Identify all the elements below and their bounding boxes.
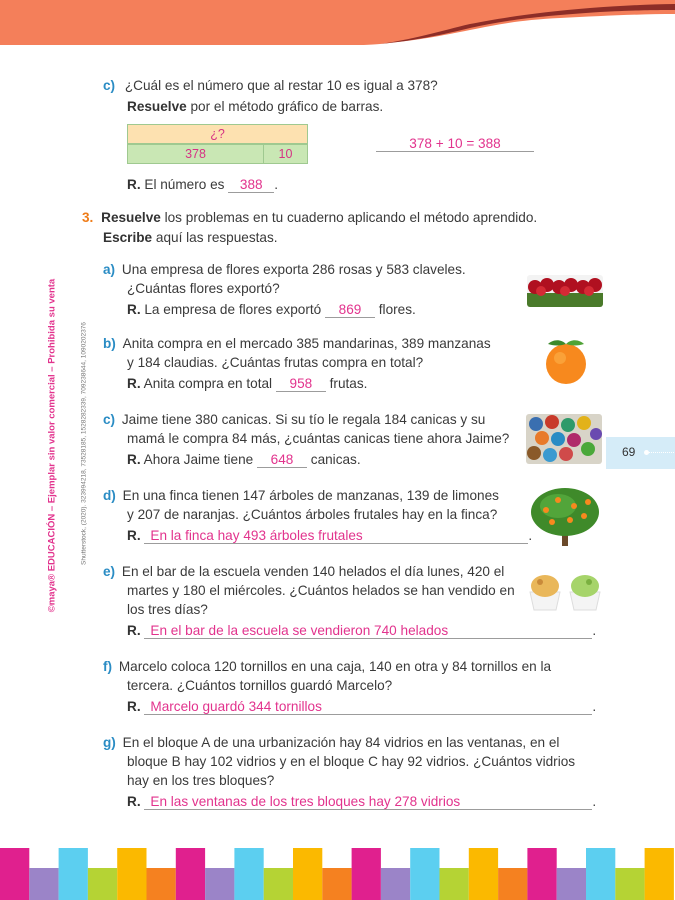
- item-c-top-answer: [127, 175, 278, 194]
- answer-tail: canicas.: [310, 452, 361, 467]
- answer-value: 388: [228, 177, 274, 193]
- instruction-text: por el método gráfico de barras.: [186, 99, 384, 114]
- answer-value: En el bar de la escuela se vendieron 740 helados: [144, 623, 592, 639]
- bar-diagram-part-10: [263, 144, 308, 164]
- stripe-bar: [293, 848, 322, 900]
- stripe-bar: [117, 848, 146, 900]
- stripe-bar: [527, 848, 556, 900]
- copyright-text: ©maya® EDUCACIÓN – Ejemplar sin valor comercial – Prohibida su venta: [46, 278, 58, 613]
- operation-line: [376, 134, 534, 153]
- item-c: [103, 410, 533, 469]
- question-line-2: tercera. ¿Cuántos tornillos guardó Marcelo?: [127, 678, 393, 693]
- problem-text-1: los problemas en tu cuaderno aplicando el método aprendido.: [160, 210, 538, 225]
- answer-lead: Anita compra en total: [143, 376, 273, 391]
- item-label: e): [103, 564, 116, 579]
- problem-number: 3.: [82, 210, 94, 225]
- dotted-line-decoration: [646, 452, 674, 453]
- page-number: 69: [622, 445, 636, 459]
- question-text: ¿Cuál es el número que al restar 10 es igual a 378?: [124, 78, 438, 93]
- answer-line: [103, 374, 523, 393]
- answer-prefix: R.: [127, 699, 141, 714]
- item-label: c): [103, 412, 116, 427]
- bottom-color-stripes: [0, 844, 675, 900]
- question-line-1: En el bloque A de una urbanización hay 84 vidrios en las ventanas, en el: [122, 735, 560, 750]
- answer-period: .: [592, 699, 597, 714]
- item-label: f): [103, 659, 113, 674]
- item-label: c): [103, 78, 116, 93]
- answer-lead: El número es: [144, 177, 225, 192]
- answer-value: En las ventanas de los tres bloques hay 278 vidrios: [144, 794, 592, 810]
- stripe-bar: [352, 848, 381, 900]
- stripe-bar: [264, 868, 293, 900]
- stripe-bar: [29, 868, 58, 900]
- stripe-bar: [410, 848, 439, 900]
- question-line-3: los tres días?: [127, 602, 208, 617]
- answer-value: Marcelo guardó 344 tornillos: [144, 699, 592, 715]
- question-line-3: hay en los tres bloques?: [127, 773, 275, 788]
- answer-prefix: R.: [127, 623, 141, 638]
- stripe-bar: [59, 848, 88, 900]
- side-copyright-block: [22, 270, 88, 630]
- answer-value: 648: [257, 452, 307, 468]
- question-line-2: y 207 de naranjas. ¿Cuántos árboles frutales hay en la finca?: [127, 507, 498, 522]
- stripe-bar: [0, 848, 29, 900]
- answer-prefix: R.: [127, 177, 141, 192]
- stripe-bar: [147, 868, 176, 900]
- question-line-1: En el bar de la escuela venden 140 helados el día lunes, 420 el: [121, 564, 505, 579]
- answer-prefix: R.: [127, 794, 141, 809]
- answer-value: En la finca hay 493 árboles frutales: [144, 528, 528, 544]
- question-line-1: En una finca tienen 147 árboles de manzanas, 139 de limones: [122, 488, 499, 503]
- orange-tree-image: [528, 484, 602, 548]
- stripe-bar: [615, 868, 644, 900]
- answer-period: .: [274, 177, 279, 192]
- image-credits-text: Shutterstock, (2020). 323994218, 73528185, 1528282339, 709238644, 1090202376: [80, 322, 88, 565]
- item-g: [103, 733, 603, 811]
- header-wave-banner: [0, 0, 675, 45]
- stripe-bar: [88, 868, 117, 900]
- stripe-bar: [469, 848, 498, 900]
- problem-verb-1: Resuelve: [101, 210, 161, 225]
- answer-prefix: R.: [127, 376, 141, 391]
- answer-line: [103, 526, 533, 545]
- question-line-1: Marcelo coloca 120 tornillos en una caja, 140 en otra y 84 tornillos en la: [118, 659, 552, 674]
- roses-image: [527, 275, 603, 307]
- answer-period: .: [592, 623, 597, 638]
- answer-prefix: R.: [127, 452, 141, 467]
- problem-3-instructions-line2: [103, 228, 278, 247]
- question-line-2: mamá le compra 84 más, ¿cuántas canicas tiene ahora Jaime?: [127, 431, 510, 446]
- bar-diagram-top: [127, 124, 308, 144]
- item-f: [103, 657, 603, 716]
- problem-text-2: aquí las respuestas.: [152, 230, 278, 245]
- instruction-verb: Resuelve: [127, 99, 187, 114]
- stripe-bar: [322, 868, 351, 900]
- question-line-2: bloque B hay 102 vidrios y en el bloque C hay 92 vidrios. ¿Cuántos vidrios: [127, 754, 576, 769]
- stripe-bar: [586, 848, 615, 900]
- operation-answer: 378 + 10 = 388: [376, 136, 534, 152]
- question-line-2: martes y 180 el miércoles. ¿Cuántos helados se han vendido en: [127, 583, 515, 598]
- stripe-bar: [176, 848, 205, 900]
- dot-decoration: [644, 450, 649, 455]
- problem-3-instructions: [82, 208, 582, 227]
- answer-period: .: [528, 528, 533, 543]
- stripe-bar: [557, 868, 586, 900]
- bar-value-10: 10: [278, 147, 293, 161]
- item-a: [103, 260, 523, 319]
- ice-cream-cups-image: [526, 570, 606, 612]
- item-label: d): [103, 488, 116, 503]
- answer-prefix: R.: [127, 302, 141, 317]
- item-label: b): [103, 336, 116, 351]
- bar-diagram-part-378: [127, 144, 264, 164]
- item-c-top: [103, 76, 583, 95]
- question-line-1: Jaime tiene 380 canicas. Si su tío le regala 184 canicas y su: [121, 412, 486, 427]
- bar-value-378: 378: [185, 147, 206, 161]
- answer-tail: flores.: [378, 302, 416, 317]
- item-d: [103, 486, 533, 545]
- page-number-tab: [606, 437, 675, 469]
- answer-tail: frutas.: [329, 376, 368, 391]
- item-label: g): [103, 735, 116, 750]
- answer-line: [103, 697, 603, 716]
- stripe-bar: [205, 868, 234, 900]
- bar-unknown: ¿?: [210, 127, 225, 141]
- answer-line: [103, 450, 533, 469]
- stripe-bar: [645, 848, 674, 900]
- stripe-bar: [234, 848, 263, 900]
- item-label: a): [103, 262, 116, 277]
- answer-line: [103, 621, 603, 640]
- bar-method-instruction: [127, 97, 383, 116]
- answer-line: [103, 300, 523, 319]
- answer-prefix: R.: [127, 528, 141, 543]
- problem-verb-2: Escribe: [103, 230, 153, 245]
- stripe-bar: [440, 868, 469, 900]
- orange-image: [536, 336, 596, 386]
- question-line-1: Anita compra en el mercado 385 mandarinas, 389 manzanas: [122, 336, 491, 351]
- question-line-1: Una empresa de flores exporta 286 rosas y 583 claveles.: [121, 262, 466, 277]
- answer-period: .: [592, 794, 597, 809]
- question-line-2: ¿Cuántas flores exportó?: [127, 281, 280, 296]
- answer-lead: Ahora Jaime tiene: [143, 452, 254, 467]
- stripe-bar: [381, 868, 410, 900]
- question-line-2: y 184 claudias. ¿Cuántas frutas compra en total?: [127, 355, 424, 370]
- stripe-bar: [498, 868, 527, 900]
- marbles-image: [526, 414, 602, 464]
- answer-value: 958: [276, 376, 326, 392]
- answer-lead: La empresa de flores exportó: [144, 302, 322, 317]
- answer-value: 869: [325, 302, 375, 318]
- item-b: [103, 334, 523, 393]
- answer-line: [103, 792, 603, 811]
